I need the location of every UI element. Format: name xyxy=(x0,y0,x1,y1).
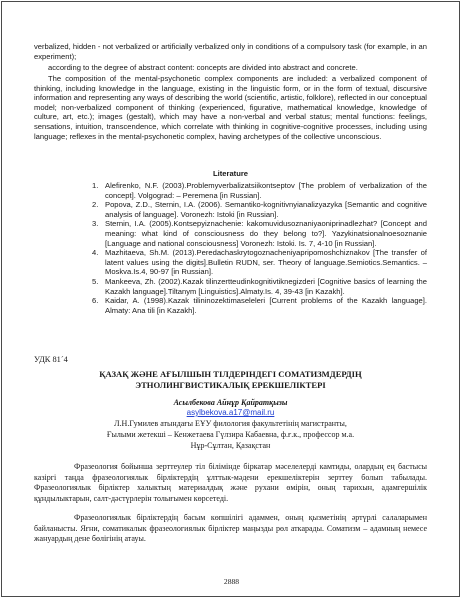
reference-item: 5. Mankeeva, Zh. (2002).Kazak tilinzertteudinkognitivtiknegizderi [Cognitive basics of learning the Kazakh language].Tiltanym [Linguistics].Almaty.Is. 4, 39-43 [in Kazakh]. xyxy=(92,276,427,296)
reference-list xyxy=(34,181,427,315)
english-para-2: according to the degree of abstract content: concepts are divided into abstract and concrete. xyxy=(48,63,358,72)
author-name: Асылбекова Айнұр Қайратқызы xyxy=(173,398,288,407)
page-number: 2888 xyxy=(223,577,240,586)
reference-item: 4. Mazhitaeva, Sh.M. (2013).Peredachaskrytogoznacheniyapripomoshchiznakov [The transfer of latent values using the digits].Bulletin RUDN, ser. Theory of language.Semiotics.Semantics. – Moskva.Is.4, 90-97 [in Russian]. xyxy=(92,248,427,277)
author-email-link[interactable]: asylbekova.a17@mail.ru xyxy=(186,408,275,417)
article-para-1: Фразеология бойынша зерттеулер тіл білімінде біркатар мәселелерді камтиды, олардың ең бастысы казіргі таңда фразеологиялык бірліктердің ұлттык-мәдени ерекшеліктерін зерттеу болып табылады. Фразеологиялык бірліктер халыктың материалдық және рухани өмірін, оның тарихын, адамгершілік құндылыктарын, салт-дәстүрлерін толығымен көрсетеді. xyxy=(34,462,427,503)
article-title-line-2: ЭТНОЛИНГВИСТИКАЛЫҚ ЕРЕКШЕЛІКТЕРІ xyxy=(135,380,326,390)
english-para-1: verbalized, hidden - not verbalized or artificially verbalized only in conditions of a compulsory task (for example, in an experiment); xyxy=(34,42,427,61)
article-title-line-1: ҚАЗАҚ ЖӘНЕ АҒЫЛШЫН ТІЛДЕРІНДЕГІ СОМАТИЗМДЕРДІҢ xyxy=(99,369,362,379)
article-para-2: Фразеологиялык бірліктердің басым көпшілігі адаммен, оның қызметінің әртүрлі салаларымен байланысты. Яғни, соматикалык фразеологиялык бірліктер маңызды рөл аткарады. Соматизм – адамның немесе жануардың дене бөлігінің атауы. xyxy=(34,513,427,544)
affiliation-city: Нұр-Сұлтан, Қазақстан xyxy=(190,441,271,450)
reference-item: 3. Sternin, I.A. (2005).Kontsepyiznachenie: kakomuvidusoznaniyaoniprinadlezhat? [Concept and meaning: what kind of consciousness do they belong to?]. Yazykinatsionalnoesoznanie [Language and national consciousness] Voronezh: Istoki. Is. 7, 4-10 [in Russian]. xyxy=(92,219,427,248)
literature-heading: Literature xyxy=(212,169,249,178)
article-title xyxy=(34,369,427,391)
reference-item: 6. Kaidar, A. (1998).Kazak tilininozektimaseleleri [Current problems of the Kazakh language]. Almaty: Ana tili [in Kazakh]. xyxy=(92,296,427,315)
udk-code: УДК 81´4 xyxy=(34,355,68,364)
english-para-3: The composition of the mental-psychonetic complex components are included: a verbalized component of thinking, including knowledge in the language, existing in the linguistic form, or in the form of textual, discursive information and representing any ways of describing the world (scientific, artistic, folklore), reflected in our conceptual model; non-verbalized component of thinking (experienced, figurative, mathematical knowledge, knowledge of culture, art, etc.); images (gestalt), which may have a non-verbal and verbal status; mental functions: feelings, sensations, intuition, transcendence, which correlate with thinking in cognitive-cognitive processes, including using language; reflexes in the mental-psychonetic complex, having archetypes of the collective unconscious. xyxy=(34,74,427,141)
affiliation-line-2: Ғылыми жетекші – Кенжетаева Гүлзира Кабаевна, ф.ғ.к., профессор м.а. xyxy=(106,430,355,439)
reference-item: 2. Popova, Z.D., Sternin, I.A. (2006). Semantiko-kognitivnyianalizyazyka [Semantic and cognitive analysis of language]. Voronezh: Istoki [in Russian]. xyxy=(92,200,427,219)
reference-item: 1. Alefirenko, N.F. (2003).Problemyverbalizatsiikontseptov [The problem of verbalization of the concept]. Volgograd: – Peremena [in Russian]. xyxy=(92,181,427,200)
author-email-row xyxy=(34,408,427,418)
affiliation-line-1: Л.Н.Гумилев атындағы ЕҰУ филология факультетінің магистранты, xyxy=(114,419,347,428)
